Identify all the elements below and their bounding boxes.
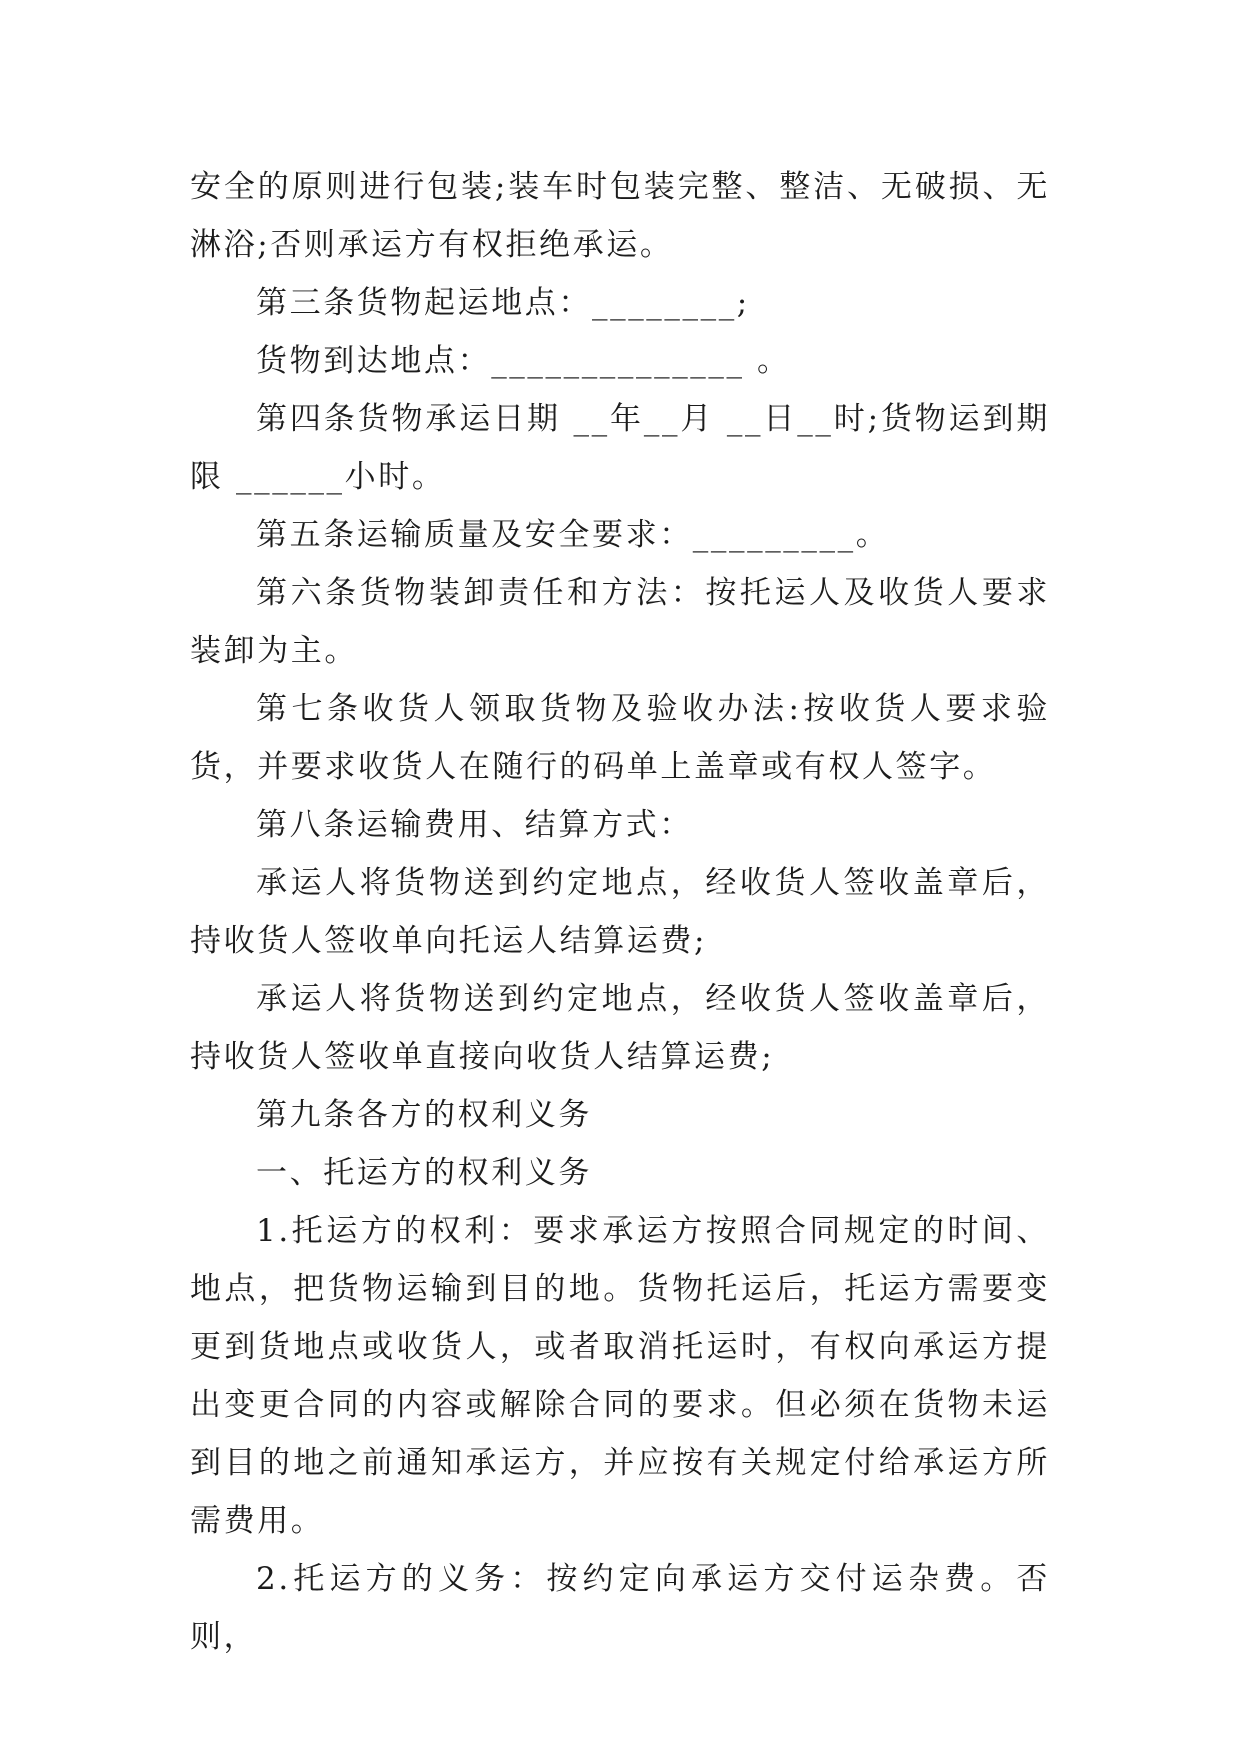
paragraph: 安全的原则进行包装;装车时包装完整、整洁、无破损、无淋浴;否则承运方有权拒绝承运。 bbox=[190, 169, 1050, 263]
paragraph-settlement-option-2: 承运人将货物送到约定地点，经收货人签收盖章后，持收货人签收单直接向收货人结算运费; bbox=[190, 981, 1050, 1075]
paragraph-article-7-receipt: 第七条收货人领取货物及验收办法:按收货人要求验货，并要求收货人在随行的码单上盖章或有权人签字。 bbox=[190, 691, 1050, 785]
paragraph-article-9-rights: 第九条各方的权利义务 bbox=[256, 1097, 592, 1133]
document-body bbox=[190, 158, 1050, 1666]
paragraph-article-5-quality: 第五条运输质量及安全要求：_________。 bbox=[256, 517, 890, 553]
paragraph-settlement-option-1: 承运人将货物送到约定地点，经收货人签收盖章后，持收货人签收单向托运人结算运费; bbox=[190, 865, 1050, 959]
paragraph-shipper-duties: 2.托运方的义务：按约定向承运方交付运杂费。否则， bbox=[190, 1561, 1050, 1655]
paragraph-article-3-origin: 第三条货物起运地点：________; bbox=[256, 285, 750, 321]
paragraph-article-6-loading: 第六条货物装卸责任和方法：按托运人及收货人要求装卸为主。 bbox=[190, 575, 1050, 669]
paragraph-article-4-date: 第四条货物承运日期 __年__月 __日__时;货物运到期限 ______小时。 bbox=[190, 401, 1050, 495]
paragraph-article-8-fees: 第八条运输费用、结算方式： bbox=[256, 807, 693, 843]
paragraph-shipper-heading: 一、托运方的权利义务 bbox=[256, 1155, 592, 1191]
paragraph-shipper-rights: 1.托运方的权利：要求承运方按照合同规定的时间、地点，把货物运输到目的地。货物托运后，托运方需要变更到货地点或收货人，或者取消托运时，有权向承运方提出变更合同的内容或解除合同的要求。但必须在货物未运到目的地之前通知承运方，并应按有关规定付给承运方所需费用。 bbox=[190, 1213, 1050, 1539]
paragraph-destination: 货物到达地点：______________ 。 bbox=[256, 343, 791, 379]
